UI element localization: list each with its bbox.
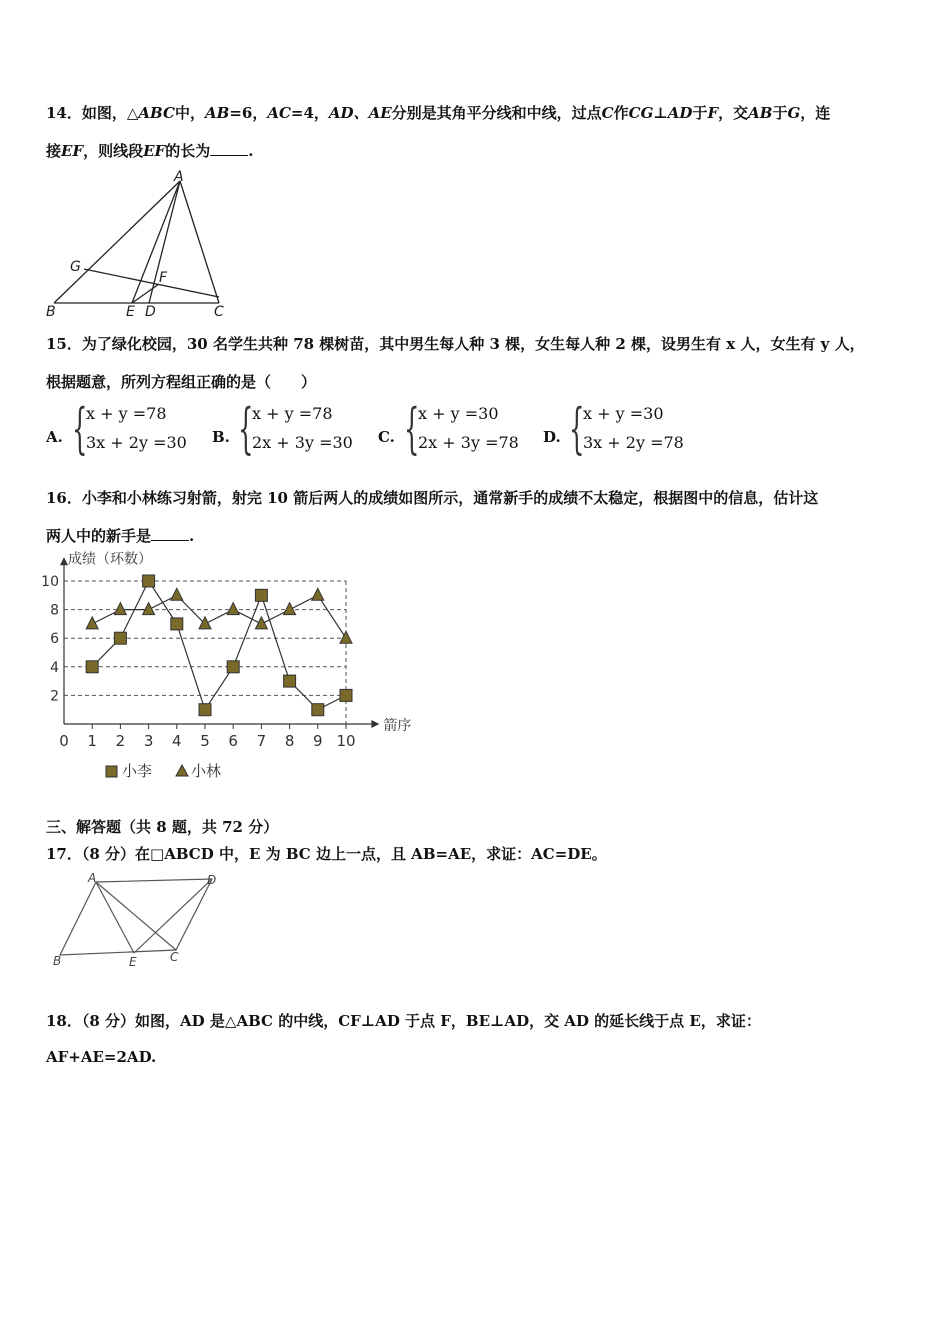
data-point-triangle	[255, 617, 267, 629]
q18-line2: AF+AE=2AD.	[46, 1048, 157, 1066]
legend-label: 小林	[191, 762, 222, 780]
data-point-triangle	[284, 603, 296, 615]
legend-label: 小李	[122, 762, 153, 780]
answer-blank-16[interactable]	[151, 526, 189, 541]
equation: 2x + 3y =78	[418, 433, 519, 452]
equation: x + y =78	[252, 404, 333, 423]
x-axis-arrow	[371, 720, 379, 728]
series-line	[92, 595, 346, 638]
q15-option-a[interactable]: A. { x + y =78 3x + 2y =30	[46, 397, 187, 460]
equation: 3x + 2y =78	[583, 433, 684, 452]
label-B: B	[46, 304, 56, 320]
label-D: D	[145, 304, 156, 320]
answer-blank-14[interactable]	[210, 141, 248, 156]
data-point-triangle	[171, 588, 183, 600]
q14-triangle-figure	[44, 170, 234, 320]
equation: x + y =78	[86, 404, 167, 423]
data-point-triangle	[312, 588, 324, 600]
legend-marker-square	[106, 766, 117, 777]
data-point-triangle	[340, 631, 352, 643]
x-tick-label: 5	[200, 732, 210, 750]
x-tick-label: 6	[228, 732, 238, 750]
data-point-square	[114, 632, 126, 644]
y-tick-label: 6	[50, 631, 59, 648]
q16-line2: 两人中的新手是 .	[46, 527, 195, 545]
x-tick-label: 2	[115, 732, 126, 750]
q15-line1: 15．为了绿化校园，30 名学生共种 78 棵树苗，其中男生每人种 3 棵，女生每人种 2 棵，设男生有 x 人，女生有 y 人，	[46, 335, 865, 353]
q15-option-d[interactable]: D. { x + y =30 3x + 2y =78	[543, 397, 684, 460]
label-D: D	[207, 873, 217, 887]
y-tick-label: 2	[50, 688, 59, 705]
label-E: E	[126, 304, 135, 320]
x-tick-label: 8	[284, 732, 295, 750]
label-E: E	[129, 955, 137, 969]
q15-line2: 根据题意，所列方程组正确的是（ ）	[46, 373, 317, 391]
equation: x + y =30	[418, 404, 499, 423]
q14-line1: 14．如图，△ABC中，AB=6，AC=4，AD、AE分别是其角平分线和中线，过点C作CG⊥AD于F，交AB于G，连	[46, 104, 831, 122]
y-tick-label: 4	[50, 659, 59, 676]
y-axis-arrow	[60, 557, 68, 565]
equation: x + y =30	[583, 404, 664, 423]
label-C: C	[214, 304, 224, 320]
q17-text: 17．（8 分）在□ABCD 中，E 为 BC 边上一点，且 AB=AE，求证：AC=DE。	[46, 845, 607, 863]
data-point-triangle	[114, 603, 126, 615]
data-point-square	[255, 589, 267, 601]
x-tick-label: 1	[87, 732, 97, 750]
label-A: A	[88, 871, 97, 885]
q15-option-c[interactable]: C. { x + y =30 2x + 3y =78	[378, 397, 519, 460]
x-tick-label: 0	[59, 732, 69, 750]
data-point-triangle	[86, 617, 98, 629]
label-F: F	[159, 270, 168, 286]
section-3-title: 三、解答题（共 8 题，共 72 分）	[46, 818, 279, 836]
data-point-triangle	[143, 603, 155, 615]
data-point-square	[312, 704, 324, 716]
legend-marker-triangle	[176, 765, 188, 776]
q17-parallelogram-figure	[50, 870, 230, 970]
data-point-triangle	[227, 603, 239, 615]
x-tick-label: 9	[313, 732, 323, 750]
data-point-square	[86, 661, 98, 673]
label-A: A	[174, 170, 184, 185]
y-tick-label: 10	[41, 574, 59, 590]
y-axis-label: 成绩（环数）	[68, 551, 152, 568]
y-tick-label: 8	[50, 602, 59, 619]
data-point-square	[227, 661, 239, 673]
x-tick-label: 4	[172, 732, 182, 750]
q14-line2: 接EF，则线段EF的长为 .	[46, 142, 254, 160]
data-point-square	[340, 689, 352, 701]
score-line-chart	[40, 550, 420, 790]
label-G: G	[70, 259, 81, 275]
x-tick-label: 3	[143, 732, 154, 750]
x-axis-label: 箭序	[383, 718, 412, 734]
equation: 2x + 3y =30	[252, 433, 353, 452]
x-tick-label: 10	[336, 732, 356, 750]
data-point-square	[199, 704, 211, 716]
data-point-square	[171, 618, 183, 630]
data-point-square	[284, 675, 296, 687]
x-tick-label: 7	[256, 732, 267, 750]
q15-option-b[interactable]: B. { x + y =78 2x + 3y =30	[212, 397, 353, 460]
equation: 3x + 2y =30	[86, 433, 187, 452]
label-B: B	[53, 954, 62, 968]
q16-line1: 16．小李和小林练习射箭，射完 10 箭后两人的成绩如图所示，通常新手的成绩不太稳定，根据图中的信息，估计这	[46, 489, 819, 507]
label-C: C	[170, 950, 179, 964]
data-point-square	[143, 575, 155, 587]
data-point-triangle	[199, 617, 211, 629]
q18-line1: 18．（8 分）如图，AD 是△ABC 的中线，CF⊥AD 于点 F，BE⊥AD，交 AD 的延长线于点 E，求证：	[46, 1012, 761, 1030]
